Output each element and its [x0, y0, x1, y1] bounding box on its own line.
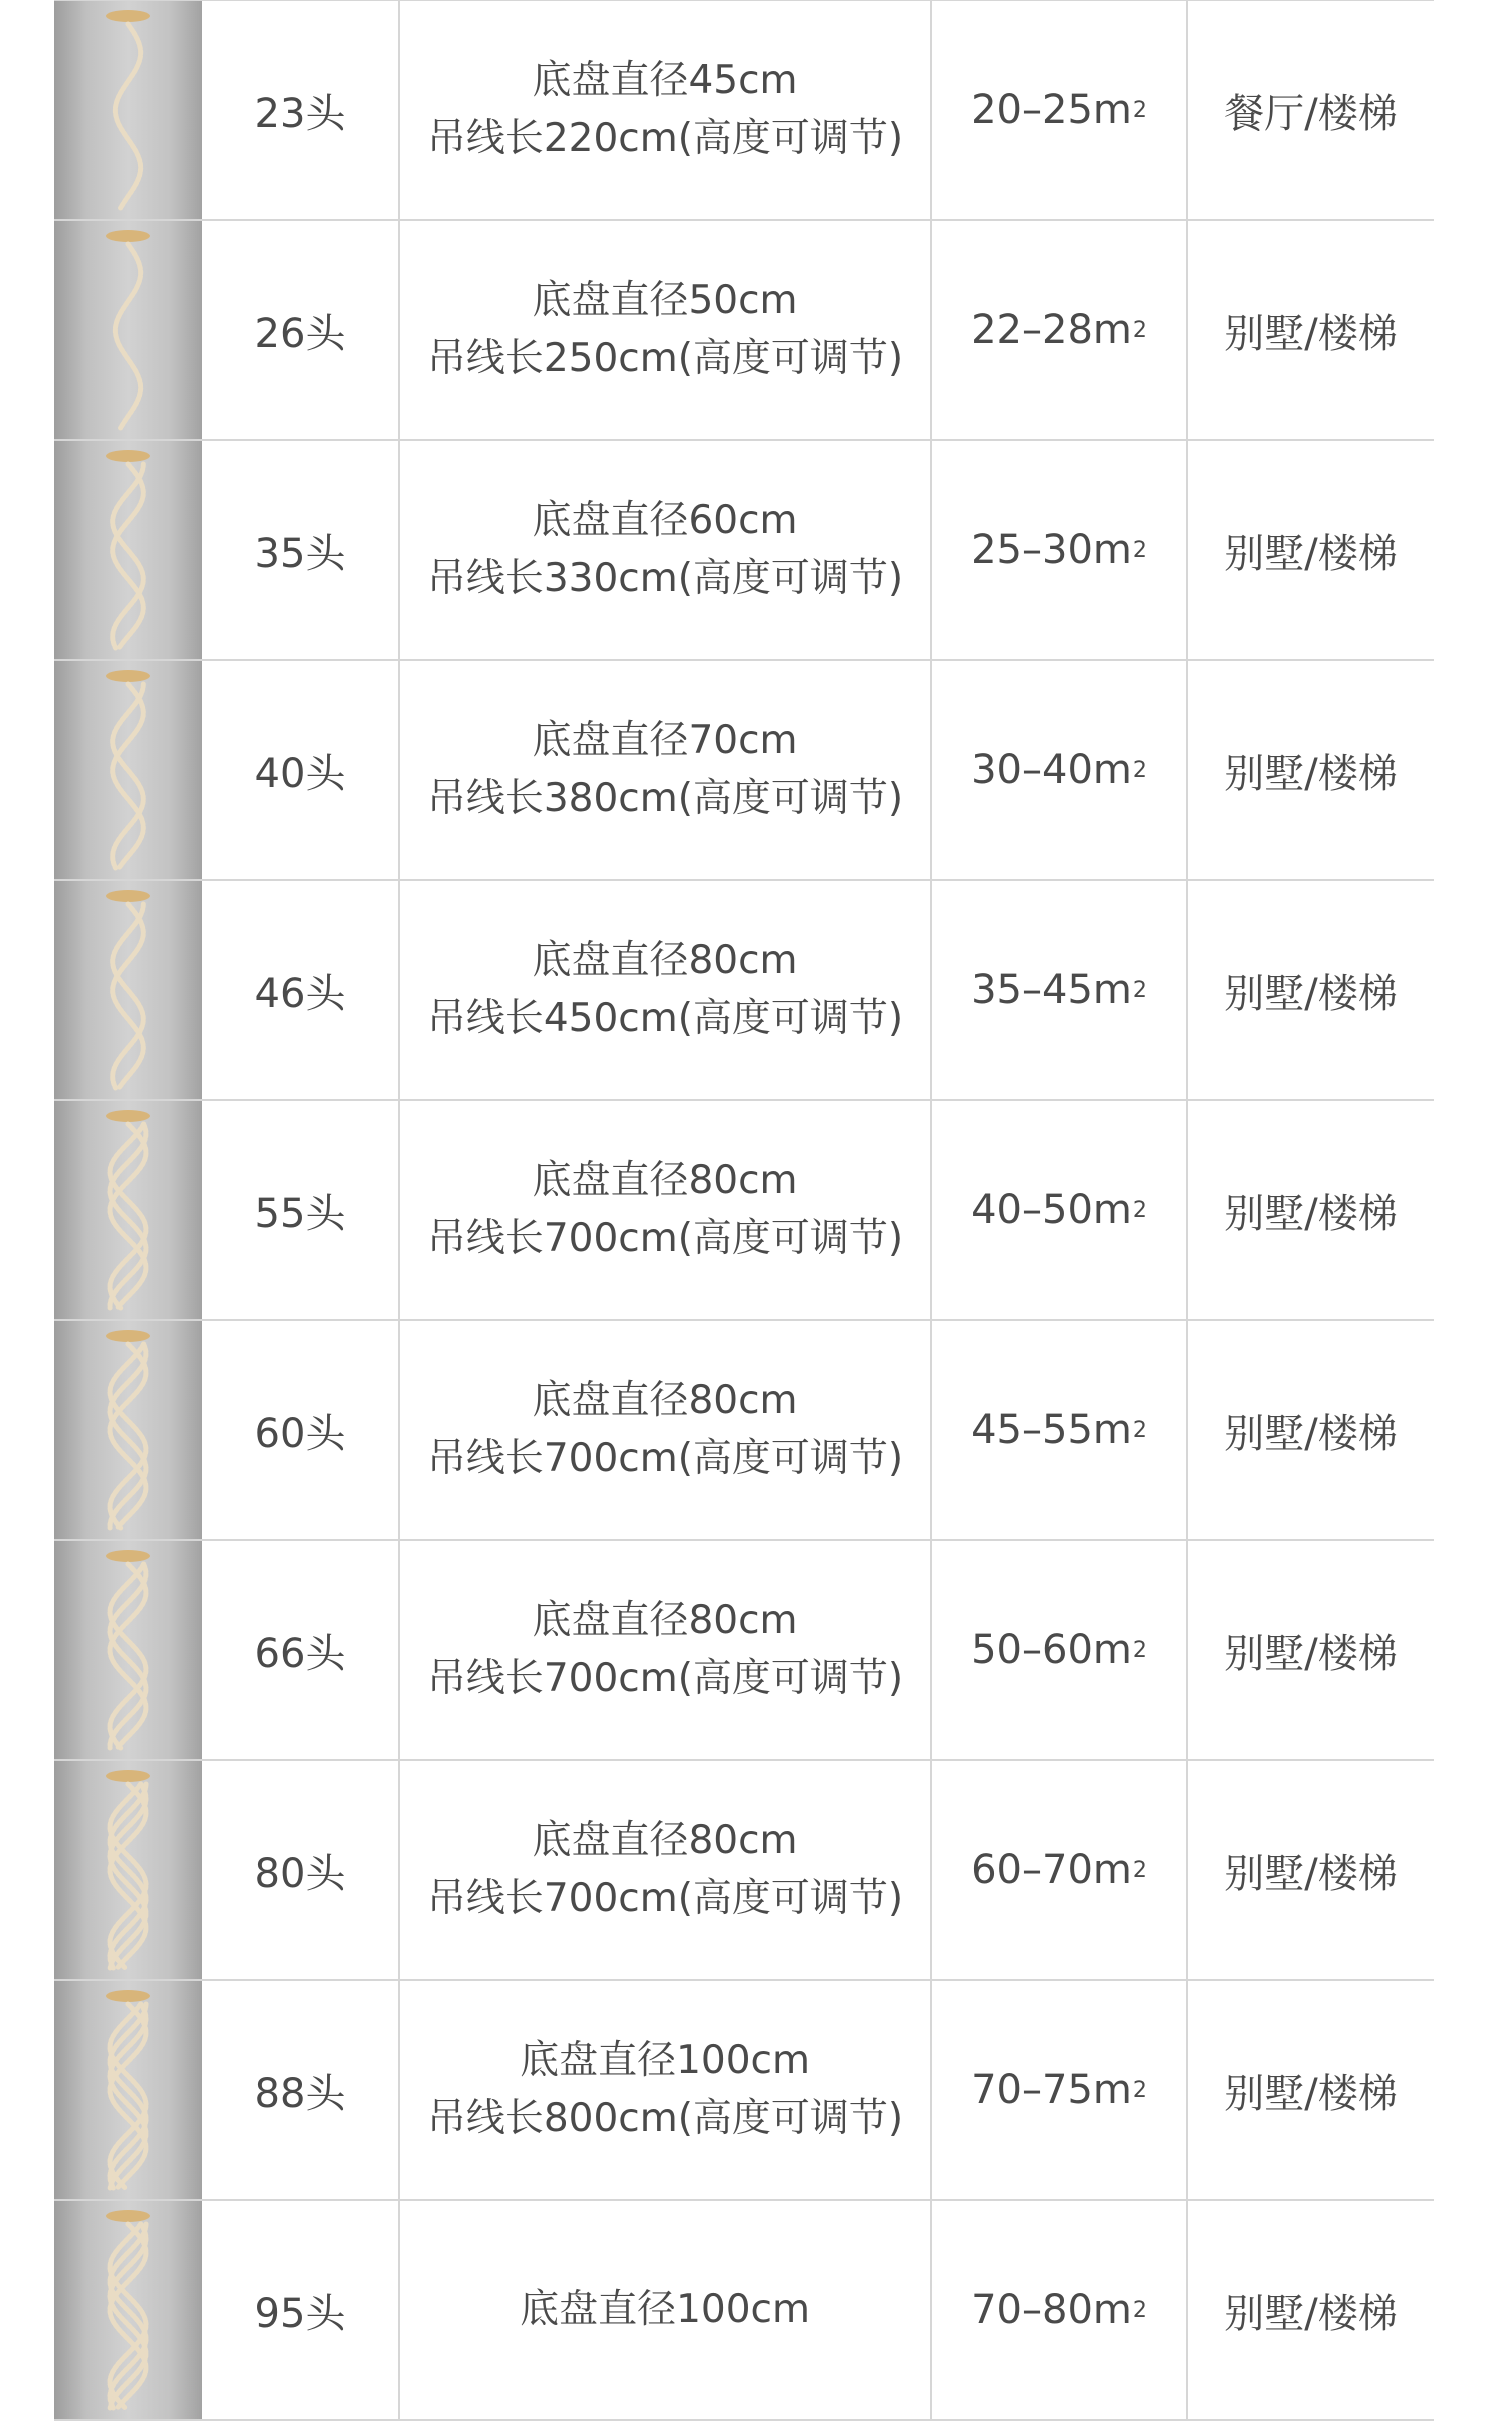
canopy-icon: [106, 1990, 150, 2002]
canopy-icon: [106, 10, 150, 22]
head-count: 60头: [202, 1321, 400, 1539]
base-diameter: 底盘直径70cm: [532, 718, 798, 763]
suitable-space: 别墅/楼梯: [1224, 2070, 1398, 2117]
applicable-area: [932, 1541, 1188, 1759]
table-row: [54, 221, 1434, 441]
base-diameter: 底盘直径80cm: [532, 1378, 798, 1423]
base-diameter: 底盘直径100cm: [520, 2287, 810, 2332]
base-diameter: 底盘直径80cm: [532, 1158, 798, 1203]
area-value: 20–25m: [971, 87, 1132, 133]
chandelier-thumbnail: [54, 1101, 202, 1319]
head-count: 88头: [202, 1981, 400, 2199]
head-count: 26头: [202, 221, 400, 439]
applicable-area: [932, 2201, 1188, 2419]
size-spec: [400, 661, 932, 879]
head-count: 66头: [202, 1541, 400, 1759]
chandelier-thumbnail: [54, 2201, 202, 2419]
area-value: 25–30m: [971, 527, 1132, 573]
spec-table: [54, 0, 1434, 2421]
chandelier-thumbnail: [54, 441, 202, 659]
cable-length: 吊线长250cm(高度可调节): [426, 336, 904, 381]
table-row: [54, 1541, 1434, 1761]
head-count: 80头: [202, 1761, 400, 1979]
applicable-area: [932, 1, 1188, 219]
head-count: 95头: [202, 2201, 400, 2419]
applicable-area: [932, 1101, 1188, 1319]
chandelier-thumbnail: [54, 221, 202, 439]
cable-length: 吊线长220cm(高度可调节): [426, 116, 904, 161]
chandelier-thumbnail: [54, 1321, 202, 1539]
canopy-icon: [106, 1770, 150, 1782]
area-value: 40–50m: [971, 1187, 1132, 1233]
head-count: 40头: [202, 661, 400, 879]
cable-length: 吊线长700cm(高度可调节): [426, 1876, 904, 1921]
area-value: 35–45m: [971, 967, 1132, 1013]
spiral-chandelier-icon: [54, 441, 202, 659]
area-exponent: 2: [1132, 757, 1147, 783]
chandelier-thumbnail: [54, 1, 202, 219]
area-exponent: 2: [1132, 317, 1147, 343]
area-exponent: 2: [1132, 537, 1147, 563]
base-diameter: 底盘直径80cm: [532, 1818, 798, 1863]
spiral-chandelier-icon: [54, 661, 202, 879]
canopy-icon: [106, 450, 150, 462]
canopy-icon: [106, 1110, 150, 1122]
size-spec: [400, 1321, 932, 1539]
chandelier-thumbnail: [54, 1981, 202, 2199]
area-exponent: 2: [1132, 1417, 1147, 1443]
cable-length: 吊线长450cm(高度可调节): [426, 996, 904, 1041]
area-exponent: 2: [1132, 1637, 1147, 1663]
cable-length: 吊线长380cm(高度可调节): [426, 776, 904, 821]
applicable-area: [932, 1981, 1188, 2199]
table-row: [54, 1321, 1434, 1541]
table-row: [54, 881, 1434, 1101]
size-spec: [400, 881, 932, 1099]
area-value: 30–40m: [971, 747, 1132, 793]
size-spec: [400, 1101, 932, 1319]
suitable-space: 别墅/楼梯: [1224, 1190, 1398, 1237]
area-value: 45–55m: [971, 1407, 1132, 1453]
size-spec: [400, 1761, 932, 1979]
area-value: 70–75m: [971, 2067, 1132, 2113]
cable-length: 吊线长700cm(高度可调节): [426, 1436, 904, 1481]
applicable-area: [932, 881, 1188, 1099]
size-spec: [400, 2201, 932, 2419]
table-row: [54, 1761, 1434, 1981]
spiral-chandelier-icon: [54, 1761, 202, 1979]
canopy-icon: [106, 2210, 150, 2222]
suitable-space: 别墅/楼梯: [1224, 530, 1398, 577]
base-diameter: 底盘直径60cm: [532, 498, 798, 543]
table-row: [54, 441, 1434, 661]
canopy-icon: [106, 230, 150, 242]
applicable-area: [932, 1761, 1188, 1979]
area-value: 22–28m: [971, 307, 1132, 353]
suitable-space: 餐厅/楼梯: [1224, 90, 1398, 137]
table-row: [54, 1, 1434, 221]
suitable-space: 别墅/楼梯: [1224, 970, 1398, 1017]
head-count: 46头: [202, 881, 400, 1099]
size-spec: [400, 1, 932, 219]
head-count: 23头: [202, 1, 400, 219]
table-row: [54, 2201, 1434, 2421]
size-spec: [400, 1541, 932, 1759]
spiral-chandelier-icon: [54, 2201, 202, 2419]
size-spec: [400, 441, 932, 659]
size-spec: [400, 221, 932, 439]
spiral-chandelier-icon: [54, 1541, 202, 1759]
base-diameter: 底盘直径100cm: [520, 2038, 810, 2083]
chandelier-thumbnail: [54, 1761, 202, 1979]
spiral-chandelier-icon: [54, 1101, 202, 1319]
canopy-icon: [106, 1550, 150, 1562]
chandelier-thumbnail: [54, 661, 202, 879]
spiral-chandelier-icon: [54, 881, 202, 1099]
base-diameter: 底盘直径80cm: [532, 938, 798, 983]
area-exponent: 2: [1132, 2297, 1147, 2323]
base-diameter: 底盘直径45cm: [532, 58, 798, 103]
cable-length: 吊线长800cm(高度可调节): [426, 2096, 904, 2141]
cable-length: 吊线长330cm(高度可调节): [426, 556, 904, 601]
cable-length: 吊线长700cm(高度可调节): [426, 1216, 904, 1261]
suitable-space: 别墅/楼梯: [1224, 750, 1398, 797]
spiral-chandelier-icon: [54, 1321, 202, 1539]
table-row: [54, 661, 1434, 881]
chandelier-thumbnail: [54, 881, 202, 1099]
table-row: [54, 1101, 1434, 1321]
suitable-space: 别墅/楼梯: [1224, 1850, 1398, 1897]
suitable-space: 别墅/楼梯: [1224, 310, 1398, 357]
area-value: 70–80m: [971, 2287, 1132, 2333]
applicable-area: [932, 441, 1188, 659]
area-exponent: 2: [1132, 977, 1147, 1003]
suitable-space: 别墅/楼梯: [1224, 2290, 1398, 2337]
spiral-chandelier-icon: [54, 1, 202, 219]
table-row: [54, 1981, 1434, 2201]
base-diameter: 底盘直径80cm: [532, 1598, 798, 1643]
area-exponent: 2: [1132, 1197, 1147, 1223]
canopy-icon: [106, 1330, 150, 1342]
applicable-area: [932, 1321, 1188, 1539]
size-spec: [400, 1981, 932, 2199]
head-count: 35头: [202, 441, 400, 659]
area-exponent: 2: [1132, 97, 1147, 123]
canopy-icon: [106, 670, 150, 682]
applicable-area: [932, 221, 1188, 439]
suitable-space: 别墅/楼梯: [1224, 1630, 1398, 1677]
area-value: 60–70m: [971, 1847, 1132, 1893]
area-exponent: 2: [1132, 1857, 1147, 1883]
cable-length: 吊线长700cm(高度可调节): [426, 1656, 904, 1701]
spiral-chandelier-icon: [54, 1981, 202, 2199]
canopy-icon: [106, 890, 150, 902]
head-count: 55头: [202, 1101, 400, 1319]
area-value: 50–60m: [971, 1627, 1132, 1673]
applicable-area: [932, 661, 1188, 879]
spiral-chandelier-icon: [54, 221, 202, 439]
area-exponent: 2: [1132, 2077, 1147, 2103]
suitable-space: 别墅/楼梯: [1224, 1410, 1398, 1457]
base-diameter: 底盘直径50cm: [532, 278, 798, 323]
chandelier-thumbnail: [54, 1541, 202, 1759]
